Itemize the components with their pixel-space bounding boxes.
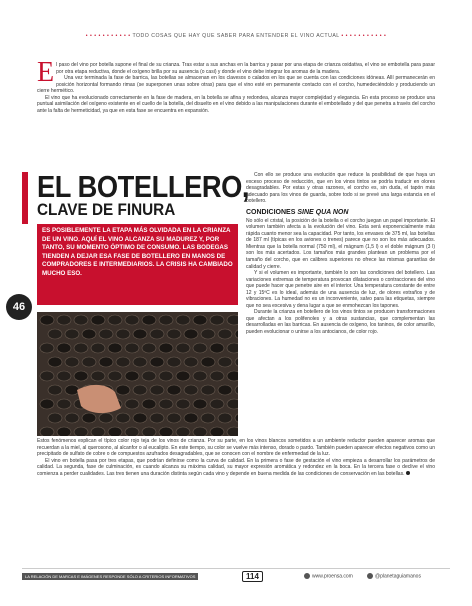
bottle-end (65, 413, 79, 423)
lead-text (37, 57, 435, 114)
bottle-end (125, 399, 139, 409)
bottle-end (142, 371, 156, 381)
bottle-end (57, 427, 71, 436)
bottle-end (201, 413, 215, 423)
bottle-end (91, 343, 105, 353)
bottle-end (210, 427, 224, 436)
bottle-end (142, 315, 156, 325)
bottle-end (40, 399, 54, 409)
twitter-icon (367, 573, 373, 579)
bottle-end (133, 385, 147, 395)
bottle-end (193, 427, 207, 436)
bottle-end (142, 343, 156, 353)
bottle-end (159, 399, 173, 409)
bottle-end (167, 413, 181, 423)
bottle-end (227, 315, 238, 325)
bottle-end (218, 413, 232, 423)
bottle-end (193, 399, 207, 409)
bottle-end (99, 413, 113, 423)
bottle-end (218, 357, 232, 367)
bottle-end (116, 357, 130, 367)
bottle-end (82, 329, 96, 339)
bottle-end (159, 371, 173, 381)
footer-website[interactable] (304, 573, 353, 579)
header-strip: • • • • • • • • • • • TODO COSAS QUE HAY QUE SABER PARA ENTENDER EL VINO ACTUAL • • • • • • • • • • • (85, 33, 387, 39)
bottle-end (227, 371, 238, 381)
bottom-paragraph-1: Estos fenómenos explican el típico color rojo teja de los vinos de crianza. Por su parte, en los vinos blancos sometidos a un ambiente reductor pueden aparecer aromas que recuerdan a la miel, al querosono, al alcanfor o al eucalipto. En este tiempo, su color se vuelve más intenso, dorado o pardo. También pueden aparecer efectos negativos como un precipitado de sulfato de cobre o de compuestos azufrados desagradables, que se conocen con el nombre de enfermedad de la luz. (37, 438, 435, 458)
page-footer (22, 568, 450, 583)
bottle-end (201, 385, 215, 395)
right-column (246, 172, 435, 336)
bottle-end (57, 399, 71, 409)
title-line-2: CLAVE DE FINURA (37, 200, 176, 219)
article-title (37, 169, 250, 219)
bottle-end (65, 385, 79, 395)
footer-disclaimer: LA RELACIÓN DE MARCAS E IMÁGENES RESPONDE SÓLO A CRITERIOS INFORMATIVOS (22, 573, 198, 580)
bottle-end (201, 329, 215, 339)
right-paragraph-4: Durante la crianza en botellero de los vinos tintos se producen transformaciones que afectan a los polifenoles y a otras sustancias, que complementan las desarrolladas en las barricas. En ausencia de oxígeno, los taninos, de color amarillo, pueden evolucionar o unirse a los antocianos, de color rojo. (246, 309, 435, 336)
bottle-end (150, 357, 164, 367)
title-line-1: EL BOTELLERO, (37, 169, 250, 204)
bottle-end (193, 371, 207, 381)
bottle-end (125, 427, 139, 436)
footer-page-number: 114 (242, 571, 263, 582)
bottle-end (133, 413, 147, 423)
bottle-end (57, 343, 71, 353)
bottle-end (227, 399, 238, 409)
bottle-end (108, 343, 122, 353)
bottle-end (150, 385, 164, 395)
subheading (246, 208, 435, 217)
bottle-end (193, 315, 207, 325)
bottle-end (82, 413, 96, 423)
bottle-end (99, 357, 113, 367)
bottle-end (91, 427, 105, 436)
bottle-end (133, 329, 147, 339)
bottle-end (57, 315, 71, 325)
bottle-end (167, 385, 181, 395)
bottle-end (210, 343, 224, 353)
bottle-end (142, 427, 156, 436)
bottle-end (74, 371, 88, 381)
bottle-end (74, 315, 88, 325)
bottle-end (91, 371, 105, 381)
bottle-end (210, 399, 224, 409)
bottle-end (74, 343, 88, 353)
bottle-end (116, 413, 130, 423)
bottle-end (184, 385, 198, 395)
bottle-end (167, 357, 181, 367)
bottle-end (210, 371, 224, 381)
bottle-end (159, 315, 173, 325)
bottle-end (227, 343, 238, 353)
bottle-end (65, 329, 79, 339)
bottle-end (116, 329, 130, 339)
bottle-end (65, 357, 79, 367)
bottle-end (48, 329, 62, 339)
bottle-end (184, 329, 198, 339)
footer-website-text: www.proensa.com (312, 573, 353, 580)
bottle-end (125, 315, 139, 325)
bottle-end (82, 357, 96, 367)
lead-paragraph-1: l paso del vino por botella supone el final de su crianza. Tras estar a sus anchas en la barrica y pasar por una etapa de crianza oxidativa, el vino se embotella para pasar por otra etapa reductiva, donde el oxígeno brilla por su ausencia (o casi) y donde el vino debe integrar los aromas de la madera. (56, 62, 435, 75)
bottle-rack-illustration (37, 312, 238, 436)
title-accent-bar (22, 172, 28, 224)
bottle-end (142, 399, 156, 409)
right-paragraph-2: No sólo el cristal, la posición de la botella o el corcho juegan un papel importante. El volumen también afecta a la evolución del vino. Esta será exponencialmente más rápida cuanto menor sea la capacidad. Por tanto, los envases de 375 ml, las botellas de 187 ml (típicas en los aviones o trenes) parece que no son los más adecuados. Mientras que la botella normal (750 ml), el mágnum (1,5 l) o el doble mágnum (3 l) son los más acertados. Los tamaños más grandes plantean un problema por el tamaño del corcho, que en calibres superiores no ofrece las mismas garantías de calidad y cierre. (246, 217, 435, 270)
bottle-end (91, 315, 105, 325)
bottle-end (193, 343, 207, 353)
bottle-end (48, 413, 62, 423)
bottle-end (108, 371, 122, 381)
bottle-end (159, 343, 173, 353)
bottom-text (37, 438, 435, 477)
footer-twitter[interactable] (367, 573, 421, 579)
bottle-end (184, 357, 198, 367)
bottle-end (176, 315, 190, 325)
right-paragraph-3: Y si el volumen es importante, también lo son las condiciones del botellero. Las variaciones extremas de temperatura provocan dilataciones o contracciones del vino que puede hacer que penetre aire en el interior. Una temperatura constante de entre 12 y 15ºC es lo ideal, además de una ausencia de luz, de olores extraños y de vibraciones. La humedad no es un inconveniente, salvo para las etiquetas, siempre que no sea excesiva y dena lugar a que se enmohezcan los tapones. (246, 270, 435, 309)
footer-twitter-text: @planetaguiamanos (375, 573, 421, 580)
bottle-end (99, 329, 113, 339)
bottle-end (40, 427, 54, 436)
subheading-italic: SINE QUA NON (297, 208, 349, 216)
bottle-end (57, 371, 71, 381)
bottle-end (40, 315, 54, 325)
bottle-end (40, 371, 54, 381)
lead-paragraph-2: Una vez terminada la fase de barrica, las botellas se almacenan en los clavesos o calados en los que se cuenta con las condiciones idóneas. Allí permanecerán en posición horizontal formando rimas (se superponen unas sobre otras) para que el vino esté en permanente contacto con el corcho, humedeciéndolo y produciendo un cierre hermético. (37, 75, 435, 95)
end-mark-icon (406, 471, 410, 475)
bottle-end (176, 371, 190, 381)
bottle-end (201, 357, 215, 367)
lead-paragraph-3: El vino que ha evolucionado correctamente en la fase de madera, en la botella se afina y redondea, alcanza mayor complejidad y elegancia. En esta proceso se produce una puntual asimilación del oxígeno existente en el cuello de la botella, del disuelto en el vino debido a las manipulaciones durante el embotellado y del que penetra a través del corcho ante la falta de hermeticidad, ya que en esta fase se encuentra en expansión. (37, 94, 435, 114)
bottle-end (159, 427, 173, 436)
bottle-end (176, 427, 190, 436)
intro-box: ES POSIBLEMENTE LA ETAPA MÁS OLVIDADA EN LA CRIANZA DE UN VINO. AQUÍ EL VINO ALCANZA SU MADUREZ Y, POR TANTO, SU MOMENTO ÓPTIMO DE CONSUMO. LAS BODEGAS TIENDEN A DEJAR ESA FASE DE BOTELLERO EN MANOS DE COMPRADORES E INTERMEDIARIOS. LA CRISIS HA CAMBIADO MUCHO ESO. (37, 224, 238, 305)
bottle-end (108, 427, 122, 436)
subheading-main: CONDICIONES (246, 208, 298, 216)
bottle-end (40, 343, 54, 353)
wine-cellar-photo (37, 312, 238, 436)
bottle-end (116, 385, 130, 395)
bottle-end (48, 357, 62, 367)
globe-icon (304, 573, 310, 579)
right-paragraph-1: Con ello se produce una evolución que reduce la posibilidad de que haya un exceso proceso de reducción, que en los vinos tintos se podría traducir en olores desagradables. Por estas y otras razones, el corcho es, sin duda, el tapón más adecuado para los vinos de guarda, sobre todo si se prevé una larga estancia en el botellero. (246, 172, 435, 205)
section-page-number: 46 (6, 294, 32, 320)
bottle-end (184, 413, 198, 423)
bottle-end (150, 413, 164, 423)
bottle-end (210, 315, 224, 325)
bottle-end (218, 329, 232, 339)
bottle-end (150, 329, 164, 339)
bottle-end (176, 399, 190, 409)
bottle-end (167, 329, 181, 339)
bottle-end (218, 385, 232, 395)
bottle-end (74, 427, 88, 436)
bottle-end (48, 385, 62, 395)
bottom-paragraph-2: El vino en botella pasa por tres etapas, que podrían definirse como la curva de calidad. En la primera o fase de gestación el vino empieza a desarrollar los parámetros de calidad. La segunda, fase de culminación, es cuando alcanza su máxima calidad, su mayor expresión aromática y redondez en la boca. En la tercera fase o declive el vino comienza a perder cualidades. Las tres tienen una duración distinta según cada vino y depende en buena medida de las condiciones de conservación en las botellas. (37, 457, 435, 477)
header-strip-text: TODO COSAS QUE HAY QUE SABER PARA ENTENDER EL VINO ACTUAL (132, 33, 340, 39)
bottle-end (125, 371, 139, 381)
bottle-end (176, 343, 190, 353)
bottle-end (125, 343, 139, 353)
drop-cap: E (37, 57, 55, 88)
bottle-end (133, 357, 147, 367)
bottle-end (108, 315, 122, 325)
